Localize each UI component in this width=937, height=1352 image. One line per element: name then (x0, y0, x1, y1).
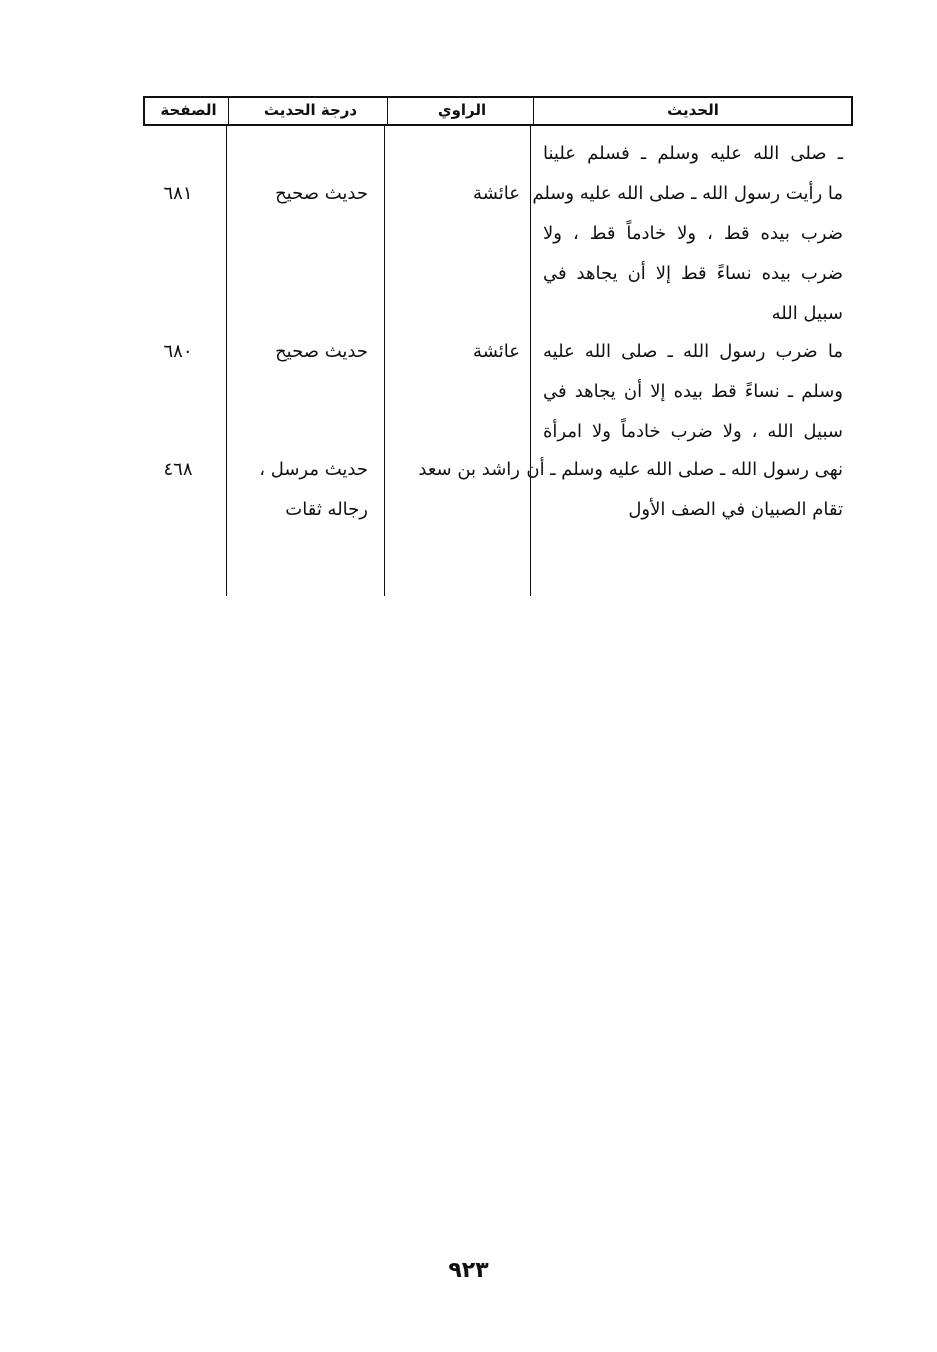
page-cell: ٦٨١ (163, 183, 193, 204)
column-divider (226, 126, 227, 596)
hadith-line: سبيل الله (771, 303, 843, 324)
column-divider (384, 126, 385, 596)
header-hadith: الحديث (667, 101, 719, 119)
rawi-cell: عائشة (473, 183, 520, 204)
hadith-line: وسلم ـ نساءً قط بيده إلا أن يجاهد في (543, 381, 843, 402)
rawi-cell: راشد بن سعد (418, 459, 520, 480)
hadith-line: ـ صلى الله عليه وسلم ـ فسلم علينا (543, 143, 843, 164)
hadith-line: نهى رسول الله ـ صلى الله عليه وسلم ـ أن (526, 459, 843, 480)
header-rawi: الراوي (437, 101, 487, 119)
hadith-line: ضرب بيده قط ، ولا خادماً قط ، ولا (543, 223, 843, 244)
degree-cell: حديث صحيح (275, 341, 368, 362)
header-degree: درجة الحديث (263, 101, 358, 119)
hadith-line: تقام الصبيان في الصف الأول (628, 499, 843, 520)
header-page: الصفحة (160, 101, 217, 119)
hadith-line: سبيل الله ، ولا ضرب خادماً ولا امرأة (543, 421, 843, 442)
degree-cell: حديث صحيح (275, 183, 368, 204)
degree-cell: رجاله ثقات (285, 499, 368, 520)
hadith-line: ضرب بيده نساءً قط إلا أن يجاهد في (543, 263, 843, 284)
table-header (143, 96, 853, 126)
page-number: ٩٢٣ (448, 1258, 489, 1283)
header-divider (228, 96, 229, 126)
header-divider (387, 96, 388, 126)
page-cell: ٦٨٠ (163, 341, 193, 362)
rawi-cell: عائشة (473, 341, 520, 362)
degree-cell: حديث مرسل ، (259, 459, 368, 480)
header-divider (533, 96, 534, 126)
hadith-line: ما رأيت رسول الله ـ صلى الله عليه وسلم (532, 183, 843, 204)
page-cell: ٤٦٨ (163, 459, 193, 480)
column-divider (530, 126, 531, 596)
hadith-line: ما ضرب رسول الله ـ صلى الله عليه (543, 341, 843, 362)
